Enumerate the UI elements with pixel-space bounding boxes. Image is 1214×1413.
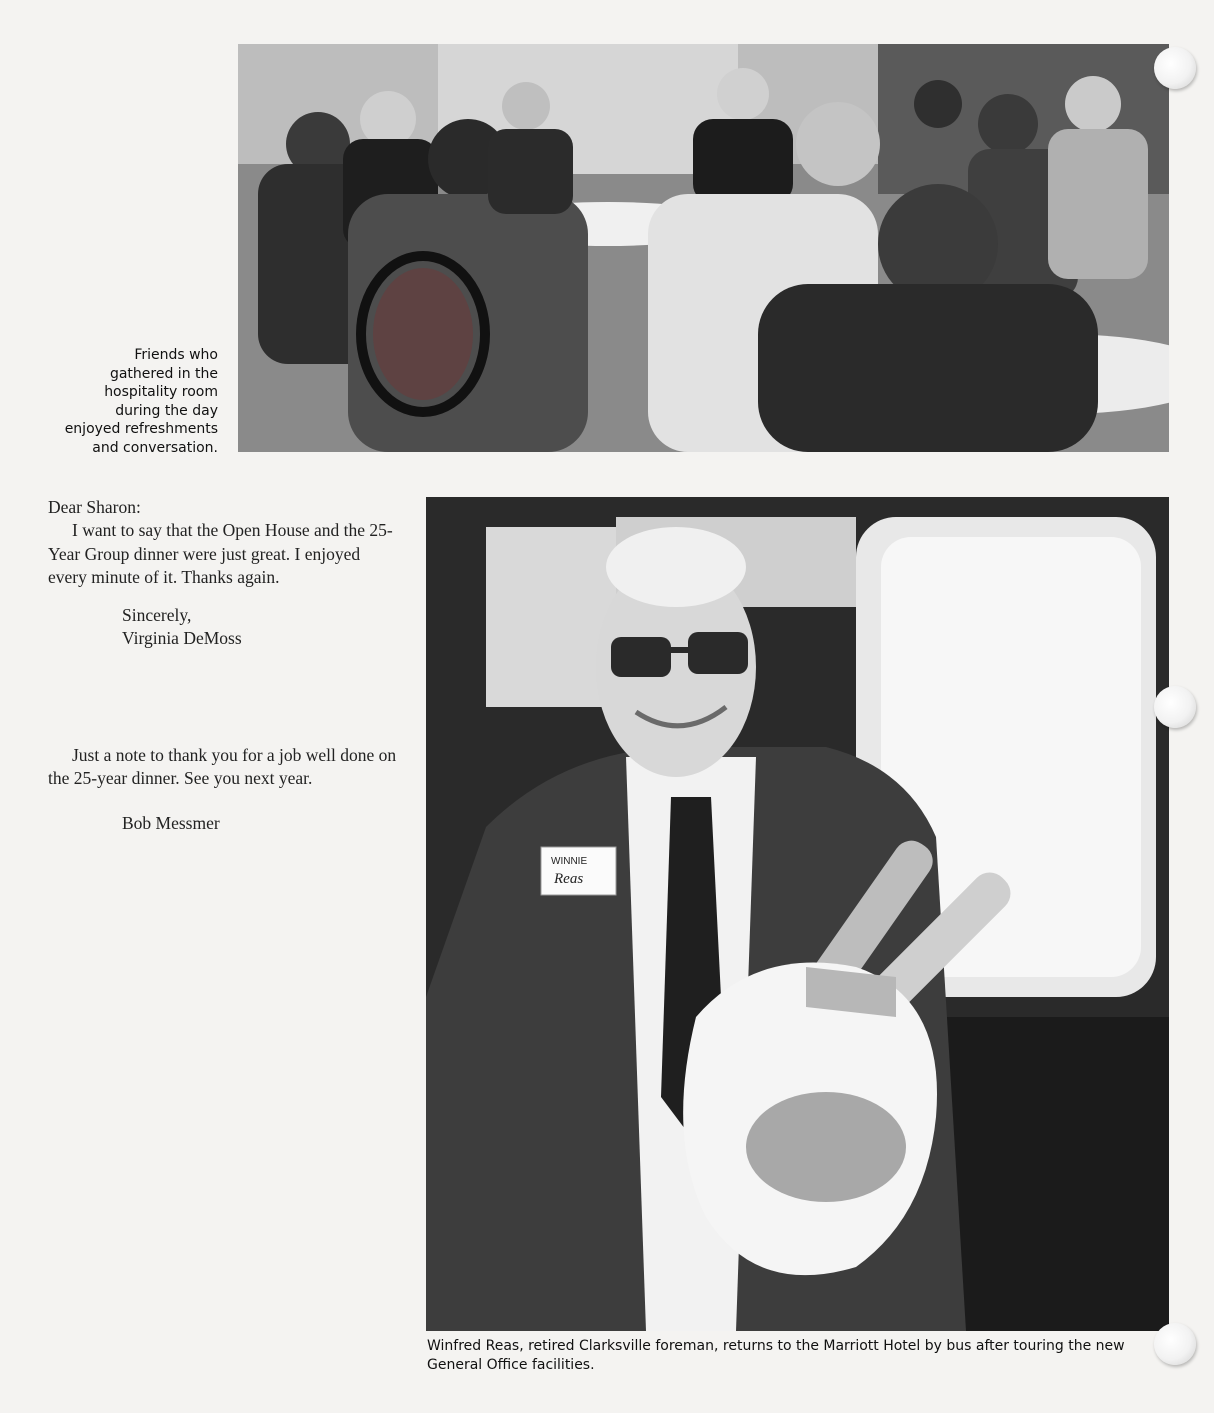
letter-bob-messmer xyxy=(48,744,398,835)
letter-body: Just a note to thank you for a job well done on the 25-year dinner. See you next year. xyxy=(48,745,397,789)
hospitality-room-photo xyxy=(238,44,1169,452)
letter-signature: Virginia DeMoss xyxy=(122,628,242,649)
caption-line: enjoyed refreshments xyxy=(64,421,218,437)
bus-photo-caption: Winfred Reas, retired Clarksville foreman, returns to the Marriott Hotel by bus after touring the new General Office facilities. xyxy=(427,1338,1125,1373)
hospitality-photo-caption xyxy=(40,346,218,457)
bus-portrait-photo xyxy=(426,497,1169,1331)
letter-closing: Sincerely, xyxy=(122,604,192,625)
binder-hole-middle xyxy=(1154,686,1196,728)
name-tag-line1: WINNIE xyxy=(551,856,588,867)
caption-line: gathered in the xyxy=(109,365,218,382)
letter-virginia-demoss xyxy=(48,496,398,650)
hospitality-room-image xyxy=(238,44,1169,452)
binder-hole-top xyxy=(1154,47,1196,89)
letter-salutation: Dear Sharon: xyxy=(48,497,141,517)
caption-line: Friends who xyxy=(134,347,218,363)
letter-signature: Bob Messmer xyxy=(122,812,220,833)
caption-line: hospitality room xyxy=(104,384,218,400)
binder-hole-bottom xyxy=(1154,1323,1196,1365)
caption-line: during the day xyxy=(115,402,218,419)
bus-portrait-image xyxy=(426,497,1169,1331)
caption-line: and conversation. xyxy=(92,439,218,456)
name-tag-line2: Reas xyxy=(554,871,584,887)
letter-body: I want to say that the Open House and the 25-Year Group dinner were just great. I enjoyed every minute of it. Thanks again. xyxy=(48,520,393,588)
